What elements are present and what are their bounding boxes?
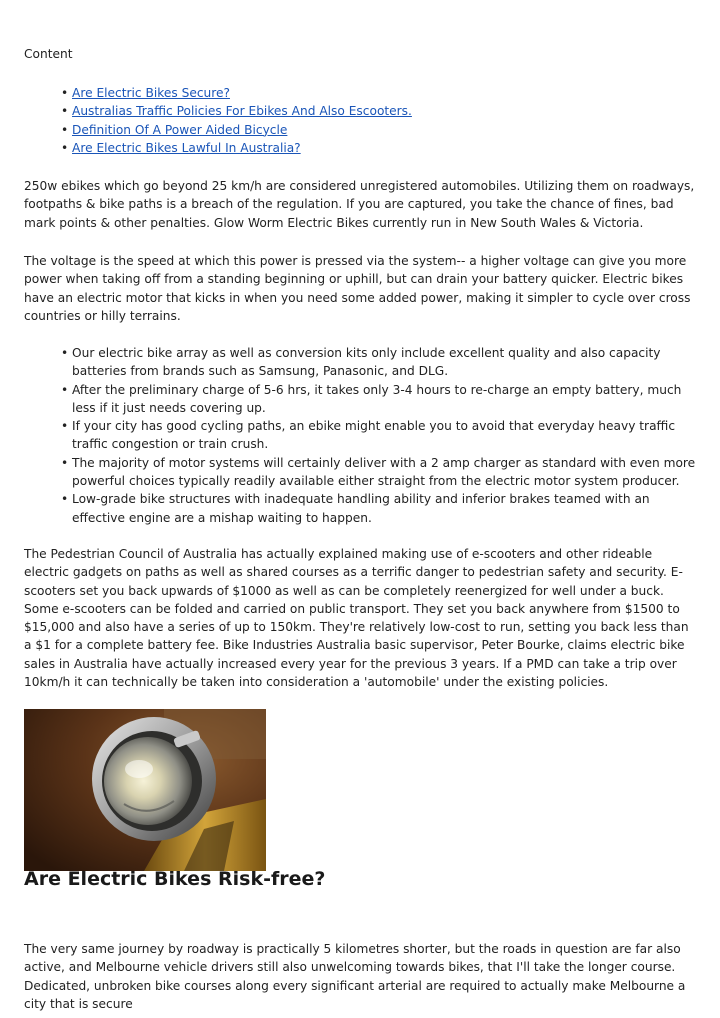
toc-item [61,84,412,102]
toc-link-definition[interactable]: Definition Of A Power Aided Bicycle [72,122,288,137]
feature-list [61,344,701,527]
headlight-image [24,709,266,871]
paragraph-pedestrian-council: The Pedestrian Council of Australia has actually explained making use of e-scooters and other rideable electric gadgets on paths as well as shared courses as a terrific danger to pedestrian safety and security. E-scooters set you back upwards of $1000 as well as can be completely reenergized for well under a buck. Some e-scooters can be folded and carried on public transport. They set you back anywhere from $1500 to $15,000 and also have a series of up to 150km. They're relatively low-cost to run, setting you back less than a $1 for a complete battery fee. Bike Industries Australia basic supervisor, Peter Bourke, claims electric bike sales in Australia have actually increased every year for the previous 3 years. If a PMD can take a trip over 10km/h it can technically be taken into consideration a 'automobile' under the existing policies. [24,547,689,690]
table-of-contents [61,84,412,157]
toc-link-secure[interactable]: Are Electric Bikes Secure? [72,86,230,100]
list-item: • After the preliminary charge of 5-6 hrs, it takes only 3-4 hours to re-charge an empty battery, much less if it just needs covering up. [61,381,701,418]
bike-headlight-photo [24,709,266,871]
list-item: • Low-grade bike structures with inadequate handling ability and inferior brakes teamed with an effective engine are a mishap waiting to happen. [61,490,701,527]
toc-item [61,121,412,139]
paragraph-journey: The very same journey by roadway is practically 5 kilometres shorter, but the roads in question are far also active, and Melbourne vehicle drivers still also unwelcoming towards bikes, that I'll take the longer course. Dedicated, unbroken bike courses along every significant arterial are required to actually make Melbourne a city that is secure [24,942,686,1011]
list-item: • If your city has good cycling paths, an ebike might enable you to avoid that everyday heavy traffic traffic congestion or train crush. [61,417,701,454]
paragraph-ebike-regulation: 250w ebikes which go beyond 25 km/h are considered unregistered automobiles. Utilizing them on roadways, footpaths & bike paths is a breach of the regulation. If you are captured, you take the chance of fines, bad mark points & other penalties. Glow Worm Electric Bikes currently run in New South Wales & Victoria. [24,179,695,230]
content-label: Content [24,47,73,61]
toc-link-traffic-policies[interactable]: Australias Traffic Policies For Ebikes And Also Escooters. [72,104,412,119]
paragraph-voltage: The voltage is the speed at which this power is pressed via the system-- a higher voltage can give you more power when taking off from a standing beginning or uphill, but can drain your battery quicker. Electric bikes have an electric motor that kicks in when you need some added power, making it simpler to cycle over cross countries or hilly terrains. [24,254,691,323]
list-item: • The majority of motor systems will certainly deliver with a 2 amp charger as standard with even more powerful choices typically readily available either straight from the electric motor system producer. [61,454,701,491]
toc-link-lawful[interactable]: Are Electric Bikes Lawful In Australia? [72,140,301,155]
toc-item [61,102,412,120]
toc-item [61,139,412,157]
list-item: • Our electric bike array as well as conversion kits only include excellent quality and also capacity batteries from brands such as Samsung, Panasonic, and DLG. [61,344,701,381]
section-heading-risk-free: Are Electric Bikes Risk-free? [24,868,326,890]
